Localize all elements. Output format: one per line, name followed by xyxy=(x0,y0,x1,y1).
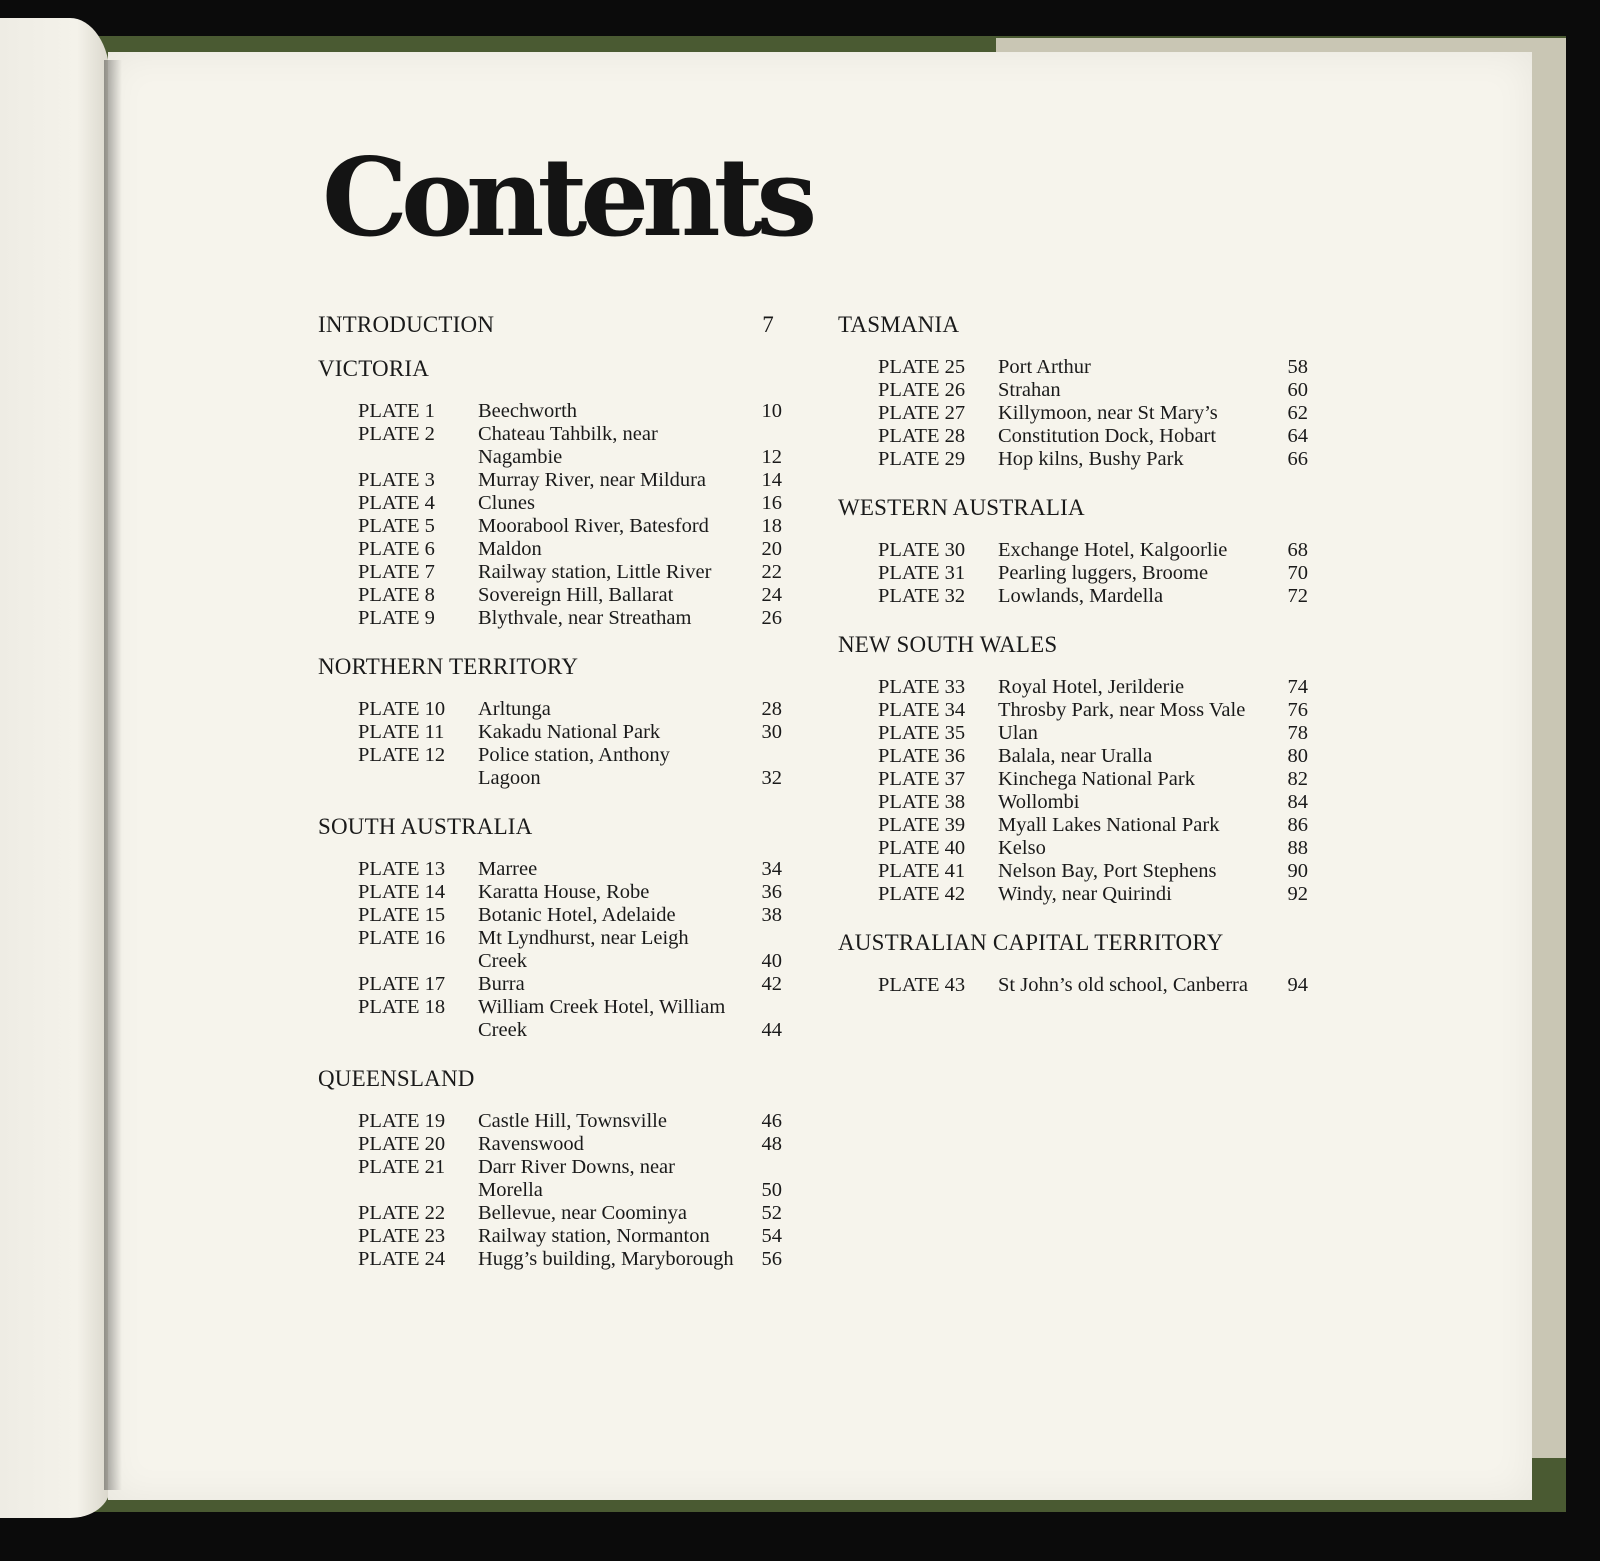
plate-entry xyxy=(318,721,782,744)
section-south-australia xyxy=(318,812,782,1042)
plate-label: PLATE 31 xyxy=(878,562,966,584)
plate-page-number: 50 xyxy=(761,1179,782,1201)
section-page-number xyxy=(774,1064,782,1094)
plate-title: Moorabool River, Batesford xyxy=(478,515,709,537)
plate-title: Sovereign Hill, Ballarat xyxy=(478,584,674,606)
plate-entry xyxy=(318,469,782,492)
plate-entry xyxy=(318,698,782,721)
plate-list xyxy=(318,858,782,1042)
plate-page-number: 36 xyxy=(761,881,782,903)
section-heading xyxy=(838,310,1308,340)
plate-entry xyxy=(318,492,782,515)
plate-page-number: 10 xyxy=(761,400,782,422)
section-page-number xyxy=(774,812,782,842)
plate-entry xyxy=(318,996,782,1042)
plate-entry xyxy=(318,538,782,561)
plate-title: Blythvale, near Streatham xyxy=(478,607,692,629)
plate-label: PLATE 25 xyxy=(878,356,966,378)
section-northern-territory xyxy=(318,652,782,790)
plate-label: PLATE 14 xyxy=(358,881,446,903)
plate-label: PLATE 2 xyxy=(358,423,435,445)
plate-entry xyxy=(318,858,782,881)
plate-page-number: 34 xyxy=(761,858,782,880)
plate-label: PLATE 32 xyxy=(878,585,966,607)
plate-page-number: 28 xyxy=(761,698,782,720)
plate-title: Maldon xyxy=(478,538,542,560)
section-page-number xyxy=(1300,310,1308,340)
plate-title: Royal Hotel, Jerilderie xyxy=(998,676,1185,698)
section-heading xyxy=(838,928,1308,958)
plate-entry xyxy=(838,402,1308,425)
section-page-number: 7 xyxy=(762,312,774,337)
section-page-number xyxy=(774,354,782,384)
plate-entry xyxy=(838,425,1308,448)
plate-entry xyxy=(838,837,1308,860)
plate-entry xyxy=(318,515,782,538)
section-australian-capital-territory xyxy=(838,928,1308,997)
plate-entry xyxy=(318,400,782,423)
plate-page-number: 52 xyxy=(761,1202,782,1224)
plate-entry xyxy=(838,745,1308,768)
plate-page-number: 30 xyxy=(761,721,782,743)
plate-page-number: 70 xyxy=(1287,562,1308,584)
section-tasmania xyxy=(838,310,1308,471)
plate-label: PLATE 4 xyxy=(358,492,435,514)
plate-title: Strahan xyxy=(998,379,1061,401)
plate-page-number: 56 xyxy=(761,1248,782,1270)
plate-title: Police station, Anthony Lagoon xyxy=(478,744,670,789)
plate-label: PLATE 40 xyxy=(878,837,966,859)
left-page-edge xyxy=(0,18,110,1518)
plate-page-number: 64 xyxy=(1287,425,1308,447)
plate-entry xyxy=(838,699,1308,722)
plate-label: PLATE 3 xyxy=(358,469,435,491)
plate-entry xyxy=(838,860,1308,883)
plate-title: Arltunga xyxy=(478,698,551,720)
plate-title: Kinchega National Park xyxy=(998,768,1195,790)
plate-entry xyxy=(318,1248,782,1271)
plate-label: PLATE 18 xyxy=(358,996,446,1018)
plate-page-number: 44 xyxy=(761,1019,782,1041)
plate-title: Bellevue, near Coominya xyxy=(478,1202,687,1224)
plate-label: PLATE 11 xyxy=(358,721,445,743)
plate-list xyxy=(838,356,1308,471)
section-heading-text: WESTERN AUSTRALIA xyxy=(838,495,1085,520)
section-spacer xyxy=(318,340,782,354)
plate-title: Burra xyxy=(478,973,525,995)
section-heading-text: TASMANIA xyxy=(838,312,960,337)
plate-title: Throsby Park, near Moss Vale xyxy=(998,699,1246,721)
plate-title: Kakadu National Park xyxy=(478,721,661,743)
section-introduction xyxy=(318,310,782,354)
plate-label: PLATE 34 xyxy=(878,699,966,721)
plate-label: PLATE 41 xyxy=(878,860,966,882)
plate-label: PLATE 43 xyxy=(878,974,966,996)
plate-page-number: 80 xyxy=(1287,745,1308,767)
section-heading xyxy=(318,652,782,682)
plate-title: Hugg’s building, Maryborough xyxy=(478,1248,734,1270)
plate-page-number: 48 xyxy=(761,1133,782,1155)
plate-entry xyxy=(838,722,1308,745)
plate-label: PLATE 7 xyxy=(358,561,435,583)
plate-title: St John’s old school, Canberra xyxy=(998,974,1248,996)
plate-page-number: 92 xyxy=(1287,883,1308,905)
plate-title: Chateau Tahbilk, near Nagambie xyxy=(478,423,658,468)
section-victoria xyxy=(318,354,782,630)
plate-label: PLATE 15 xyxy=(358,904,446,926)
plate-list xyxy=(838,974,1308,997)
plate-label: PLATE 17 xyxy=(358,973,446,995)
section-heading xyxy=(318,1064,782,1094)
plate-entry xyxy=(838,539,1308,562)
plate-label: PLATE 6 xyxy=(358,538,435,560)
plate-label: PLATE 26 xyxy=(878,379,966,401)
section-heading-text: SOUTH AUSTRALIA xyxy=(318,814,533,839)
plate-label: PLATE 19 xyxy=(358,1110,446,1132)
section-heading-text: QUEENSLAND xyxy=(318,1066,475,1091)
section-heading-text: NORTHERN TERRITORY xyxy=(318,654,579,679)
plate-label: PLATE 23 xyxy=(358,1225,446,1247)
plate-page-number: 54 xyxy=(761,1225,782,1247)
plate-label: PLATE 22 xyxy=(358,1202,446,1224)
plate-page-number: 16 xyxy=(761,492,782,514)
plate-title: William Creek Hotel, William Creek xyxy=(478,996,726,1041)
plate-entry xyxy=(318,927,782,973)
plate-title: Kelso xyxy=(998,837,1046,859)
plate-entry xyxy=(838,562,1308,585)
plate-title: Exchange Hotel, Kalgoorlie xyxy=(998,539,1228,561)
section-heading-text: AUSTRALIAN CAPITAL TERRITORY xyxy=(838,930,1224,955)
plate-title: Lowlands, Mardella xyxy=(998,585,1164,607)
plate-entry xyxy=(838,676,1308,699)
section-heading xyxy=(318,310,782,340)
section-heading xyxy=(838,493,1308,523)
plate-label: PLATE 30 xyxy=(878,539,966,561)
plate-page-number: 24 xyxy=(761,584,782,606)
plate-title: Marree xyxy=(478,858,538,880)
section-heading xyxy=(318,812,782,842)
plate-page-number: 76 xyxy=(1287,699,1308,721)
plate-page-number: 32 xyxy=(761,767,782,789)
contents-page xyxy=(108,52,1532,1500)
plate-page-number: 82 xyxy=(1287,768,1308,790)
plate-page-number: 72 xyxy=(1287,585,1308,607)
section-heading-text: VICTORIA xyxy=(318,356,430,381)
plate-entry xyxy=(318,1133,782,1156)
section-western-australia xyxy=(838,493,1308,608)
plate-label: PLATE 35 xyxy=(878,722,966,744)
plate-entry xyxy=(318,561,782,584)
plate-entry xyxy=(318,1202,782,1225)
plate-label: PLATE 27 xyxy=(878,402,966,424)
plate-entry xyxy=(318,1110,782,1133)
plate-entry xyxy=(838,814,1308,837)
plate-entry xyxy=(838,585,1308,608)
plate-page-number: 78 xyxy=(1287,722,1308,744)
plate-label: PLATE 24 xyxy=(358,1248,446,1270)
plate-page-number: 26 xyxy=(761,607,782,629)
gutter-shadow xyxy=(104,60,122,1490)
contents-right-column xyxy=(838,310,1308,1019)
plate-page-number: 38 xyxy=(761,904,782,926)
section-page-number xyxy=(774,652,782,682)
plate-label: PLATE 1 xyxy=(358,400,435,422)
plate-title: Constitution Dock, Hobart xyxy=(998,425,1217,447)
plate-entry xyxy=(318,584,782,607)
plate-entry xyxy=(838,974,1308,997)
plate-title: Wollombi xyxy=(998,791,1080,813)
plate-page-number: 62 xyxy=(1287,402,1308,424)
plate-entry xyxy=(838,356,1308,379)
plate-label: PLATE 20 xyxy=(358,1133,446,1155)
plate-list xyxy=(318,400,782,630)
section-heading xyxy=(838,630,1308,660)
plate-page-number: 40 xyxy=(761,950,782,972)
plate-title: Murray River, near Mildura xyxy=(478,469,707,491)
plate-label: PLATE 16 xyxy=(358,927,446,949)
plate-title: Darr River Downs, near Morella xyxy=(478,1156,675,1201)
plate-label: PLATE 5 xyxy=(358,515,435,537)
plate-page-number: 60 xyxy=(1287,379,1308,401)
plate-entry xyxy=(838,448,1308,471)
plate-page-number: 74 xyxy=(1287,676,1308,698)
plate-entry xyxy=(318,904,782,927)
contents-left-column xyxy=(318,310,782,1293)
plate-page-number: 20 xyxy=(761,538,782,560)
plate-entry xyxy=(838,883,1308,906)
plate-title: Myall Lakes National Park xyxy=(998,814,1220,836)
plate-label: PLATE 29 xyxy=(878,448,966,470)
plate-entry xyxy=(838,379,1308,402)
section-heading-text: NEW SOUTH WALES xyxy=(838,632,1058,657)
plate-label: PLATE 12 xyxy=(358,744,446,766)
plate-title: Botanic Hotel, Adelaide xyxy=(478,904,676,926)
plate-page-number: 94 xyxy=(1287,974,1308,996)
plate-title: Karatta House, Robe xyxy=(478,881,650,903)
section-page-number xyxy=(1300,928,1308,958)
section-new-south-wales xyxy=(838,630,1308,906)
plate-list xyxy=(838,676,1308,906)
plate-page-number: 66 xyxy=(1287,448,1308,470)
plate-title: Clunes xyxy=(478,492,535,514)
plate-title: Port Arthur xyxy=(998,356,1091,378)
plate-page-number: 90 xyxy=(1287,860,1308,882)
plate-title: Pearling luggers, Broome xyxy=(998,562,1209,584)
section-heading-text: INTRODUCTION xyxy=(318,312,495,337)
section-queensland xyxy=(318,1064,782,1271)
plate-entry xyxy=(318,744,782,790)
plate-entry xyxy=(318,423,782,469)
plate-entry xyxy=(838,791,1308,814)
plate-label: PLATE 13 xyxy=(358,858,446,880)
plate-label: PLATE 39 xyxy=(878,814,966,836)
plate-title: Castle Hill, Townsville xyxy=(478,1110,667,1132)
page-title: Contents xyxy=(322,135,811,261)
plate-page-number: 18 xyxy=(761,515,782,537)
plate-label: PLATE 8 xyxy=(358,584,435,606)
plate-label: PLATE 37 xyxy=(878,768,966,790)
plate-label: PLATE 9 xyxy=(358,607,435,629)
plate-title: Windy, near Quirindi xyxy=(998,883,1172,905)
plate-list xyxy=(838,539,1308,608)
plate-page-number: 68 xyxy=(1287,539,1308,561)
plate-label: PLATE 42 xyxy=(878,883,966,905)
plate-title: Railway station, Little River xyxy=(478,561,712,583)
plate-page-number: 12 xyxy=(761,446,782,468)
plate-page-number: 58 xyxy=(1287,356,1308,378)
plate-page-number: 86 xyxy=(1287,814,1308,836)
plate-list xyxy=(318,698,782,790)
plate-page-number: 88 xyxy=(1287,837,1308,859)
plate-label: PLATE 36 xyxy=(878,745,966,767)
plate-title: Killymoon, near St Mary’s xyxy=(998,402,1218,424)
plate-page-number: 42 xyxy=(761,973,782,995)
plate-title: Railway station, Normanton xyxy=(478,1225,710,1247)
plate-label: PLATE 21 xyxy=(358,1156,446,1178)
plate-entry xyxy=(318,881,782,904)
plate-label: PLATE 28 xyxy=(878,425,966,447)
plate-entry xyxy=(318,1156,782,1202)
plate-title: Hop kilns, Bushy Park xyxy=(998,448,1184,470)
plate-title: Beechworth xyxy=(478,400,578,422)
plate-title: Mt Lyndhurst, near Leigh Creek xyxy=(478,927,689,972)
plate-page-number: 84 xyxy=(1287,791,1308,813)
section-page-number xyxy=(1300,630,1308,660)
plate-entry xyxy=(318,607,782,630)
plate-entry xyxy=(318,973,782,996)
plate-title: Balala, near Uralla xyxy=(998,745,1153,767)
plate-page-number: 14 xyxy=(761,469,782,491)
plate-label: PLATE 33 xyxy=(878,676,966,698)
plate-entry xyxy=(318,1225,782,1248)
section-heading xyxy=(318,354,782,384)
plate-page-number: 46 xyxy=(761,1110,782,1132)
plate-list xyxy=(318,1110,782,1271)
plate-title: Nelson Bay, Port Stephens xyxy=(998,860,1217,882)
plate-page-number: 22 xyxy=(761,561,782,583)
plate-label: PLATE 10 xyxy=(358,698,446,720)
plate-entry xyxy=(838,768,1308,791)
plate-label: PLATE 38 xyxy=(878,791,966,813)
section-page-number xyxy=(1300,493,1308,523)
plate-title: Ulan xyxy=(998,722,1038,744)
plate-title: Ravenswood xyxy=(478,1133,584,1155)
